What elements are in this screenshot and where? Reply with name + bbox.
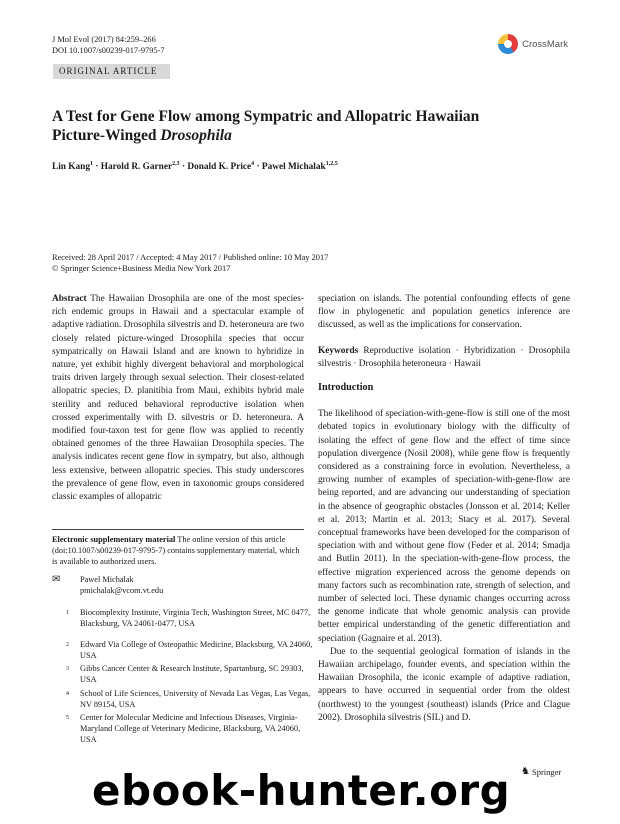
author-name[interactable]: Lin Kang bbox=[52, 162, 90, 173]
affiliation-number: 2 bbox=[66, 642, 69, 648]
right-column bbox=[318, 293, 570, 725]
intro-paragraph-1: The likelihood of speciation-with-gene-flow is still one of the most debated topics in evolutionary biology with the difficulty of isolating the effect of gene flow and the effect of time since population divergence (Nosil 2008), while gene flow is frequently considered as a constraining force in evolution. Nevertheless, a growing number of examples of speciation-with-gene-flow are being reported, and are advancing our understanding of speciation in the absence of geographic obstacles (Jonsson et al. 2014; Keller et al. 2013; Martin et al. 2013; Stacy et al. 2017). Several conceptual frameworks have been developed for the comparison of speciation with and without gene flow (Feder et al. 2014; Smadja and Butlin 2011). In the speciation-with-gene-flow process, the effective migration experienced across the genome depends on many factors such as recombination rate, strength of selection, and number of selected loci. These dynamic changes occurring across the genome indicate that whole genomic analysis can provide better empirical understanding of the genetic differentiation and speciation (Gagnaire et al. 2013). bbox=[318, 409, 570, 644]
article-dates bbox=[52, 252, 572, 274]
affiliation-number: 5 bbox=[66, 715, 69, 721]
abstract-label: Abstract bbox=[52, 294, 87, 304]
affiliation-item bbox=[66, 608, 315, 630]
title-line-2-italic: Drosophila bbox=[160, 127, 232, 144]
received-accepted-dates: Received: 28 April 2017 / Accepted: 4 May 2017 / Published online: 10 May 2017 bbox=[52, 253, 329, 262]
article-title bbox=[52, 107, 572, 145]
article-type-badge: ORIGINAL ARTICLE bbox=[53, 64, 170, 79]
affiliation-text: Biocomplexity Institute, Virginia Tech, Washington Street, MC 0477, Blacksburg, VA 24061-0477, USA bbox=[80, 608, 311, 628]
affiliation-number: 4 bbox=[66, 691, 69, 697]
abstract-section bbox=[52, 293, 304, 504]
affiliation-text: Gibbs Cancer Center & Research Institute, Spartanburg, SC 29303, USA bbox=[80, 664, 304, 684]
affiliation-item bbox=[66, 664, 315, 686]
author-affil: 1 bbox=[89, 161, 93, 167]
affiliation-text: Center for Molecular Medicine and Infectious Diseases, Virginia-Maryland College of Veterinary Medicine, Blacksburg, VA 24060, USA bbox=[80, 713, 301, 744]
corresponding-author bbox=[52, 575, 304, 597]
journal-info bbox=[52, 35, 165, 56]
affiliation-number: 3 bbox=[66, 666, 69, 672]
author-name[interactable]: Harold R. Garner bbox=[100, 162, 173, 173]
publisher-name: Springer bbox=[531, 766, 562, 777]
keywords-text: Reproductive isolation · Hybridization · Drosophila silvestris · Drosophila heteroneura · Hawaii bbox=[318, 345, 570, 369]
author-list: Lin Kang$^1$ · Harold R. Garner$^{2,3}$ · Donald K. Price$^4$ · Pawel Michalak$^{1,2,5}$ bbox=[52, 161, 338, 173]
springer-horse-icon: ♞ bbox=[521, 766, 530, 777]
author-affil: 1,2,5 bbox=[325, 161, 338, 167]
divider bbox=[52, 529, 304, 530]
keywords-label: Keywords bbox=[318, 345, 359, 356]
contact-email[interactable]: pmichalak@vcom.vt.edu bbox=[80, 585, 164, 595]
author-name[interactable]: Donald K. Price bbox=[187, 162, 252, 173]
affiliation-number: 1 bbox=[66, 610, 69, 616]
abstract-paragraph bbox=[52, 293, 304, 504]
author-affil: 2,3 bbox=[172, 161, 180, 167]
supplementary-label: Electronic supplementary material bbox=[52, 535, 176, 544]
title-line-2 bbox=[52, 126, 572, 145]
supplementary-text: The online version of this article (doi:10.1007/s00239-017-9795-7) contains supplementary material, which is available to authorized users. bbox=[52, 535, 300, 566]
section-heading-introduction: Introduction bbox=[318, 382, 374, 394]
contact-name: Pawel Michalak bbox=[80, 575, 134, 584]
author-name[interactable]: Pawel Michalak bbox=[261, 162, 326, 173]
journal-citation: J Mol Evol (2017) 84:259–266 bbox=[52, 35, 156, 44]
abstract-continued: speciation on islands. The potential confounding effects of gene flow in phylogenetic and population genetics inference are discussed, as well as the implications for conservation. bbox=[318, 294, 570, 331]
journal-doi[interactable]: DOI 10.1007/s00239-017-9795-7 bbox=[52, 45, 165, 55]
title-line-1: A Test for Gene Flow among Sympatric and Allopatric Hawaiian bbox=[52, 108, 480, 125]
affiliation-item bbox=[66, 640, 315, 662]
copyright-line: © Springer Science+Business Media New York 2017 bbox=[52, 264, 231, 273]
supplementary-note bbox=[52, 535, 304, 567]
affiliation-text: Edward Via College of Osteopathic Medicine, Blacksburg, VA 24060, USA bbox=[80, 640, 313, 660]
contact-block bbox=[52, 575, 304, 597]
abstract-text: The Hawaiian Drosophila are one of the most species-rich endemic groups in Hawaii and a spectacular example of adaptive radiation. Drosophila silvestris and D. heteroneura are two closely related picture-winged Drosophila species that occur sympatrically on Hawaii Island and are known to hybridize in nature, yet exhibit highly divergent behavioral and morphological traits driven largely through sexual selection. Their closest-related allopatric species, D. planitibia from Maui, exhibits hybrid male sterility and reduced behavioral reproductive isolation when crossed experimentally with D. silvestris or D. heteroneura. A modified four-taxon test for gene flow was applied to recently obtained genomes of the three Hawaiian Drosophila species. The analysis indicates recent gene flow in sympatry, but also, although less extensive, between allopatric species. This study underscores the prevalence of gene flow, even in taxonomic groups considered classic examples of allopatric bbox=[52, 294, 304, 503]
envelope-icon: ✉ bbox=[52, 574, 61, 585]
watermark: ebook-hunter.org bbox=[92, 766, 511, 815]
title-line-2-text: Picture-Winged bbox=[52, 127, 161, 144]
crossmark-badge[interactable] bbox=[498, 34, 568, 54]
intro-paragraph-2: Due to the sequential geological formation of islands in the Hawaiian archipelago, founder events, and speciation within the Hawaiian Drosophila, the iconic example of adaptive radiation, appears to have occurred in sequential order from the oldest (northwest) to the youngest (southeast) islands (Price and Clague 2002). Drosophila silvestris (SIL) and D. bbox=[318, 646, 570, 723]
author-affil: 4 bbox=[251, 161, 255, 167]
crossmark-label: CrossMark bbox=[522, 38, 568, 50]
affiliation-item bbox=[66, 713, 315, 745]
keywords-paragraph bbox=[318, 345, 570, 371]
affiliation-text: School of Life Sciences, University of Nevada Las Vegas, Las Vegas, NV 89154, USA bbox=[80, 689, 311, 709]
crossmark-icon bbox=[498, 34, 518, 54]
affiliation-item bbox=[66, 689, 315, 711]
